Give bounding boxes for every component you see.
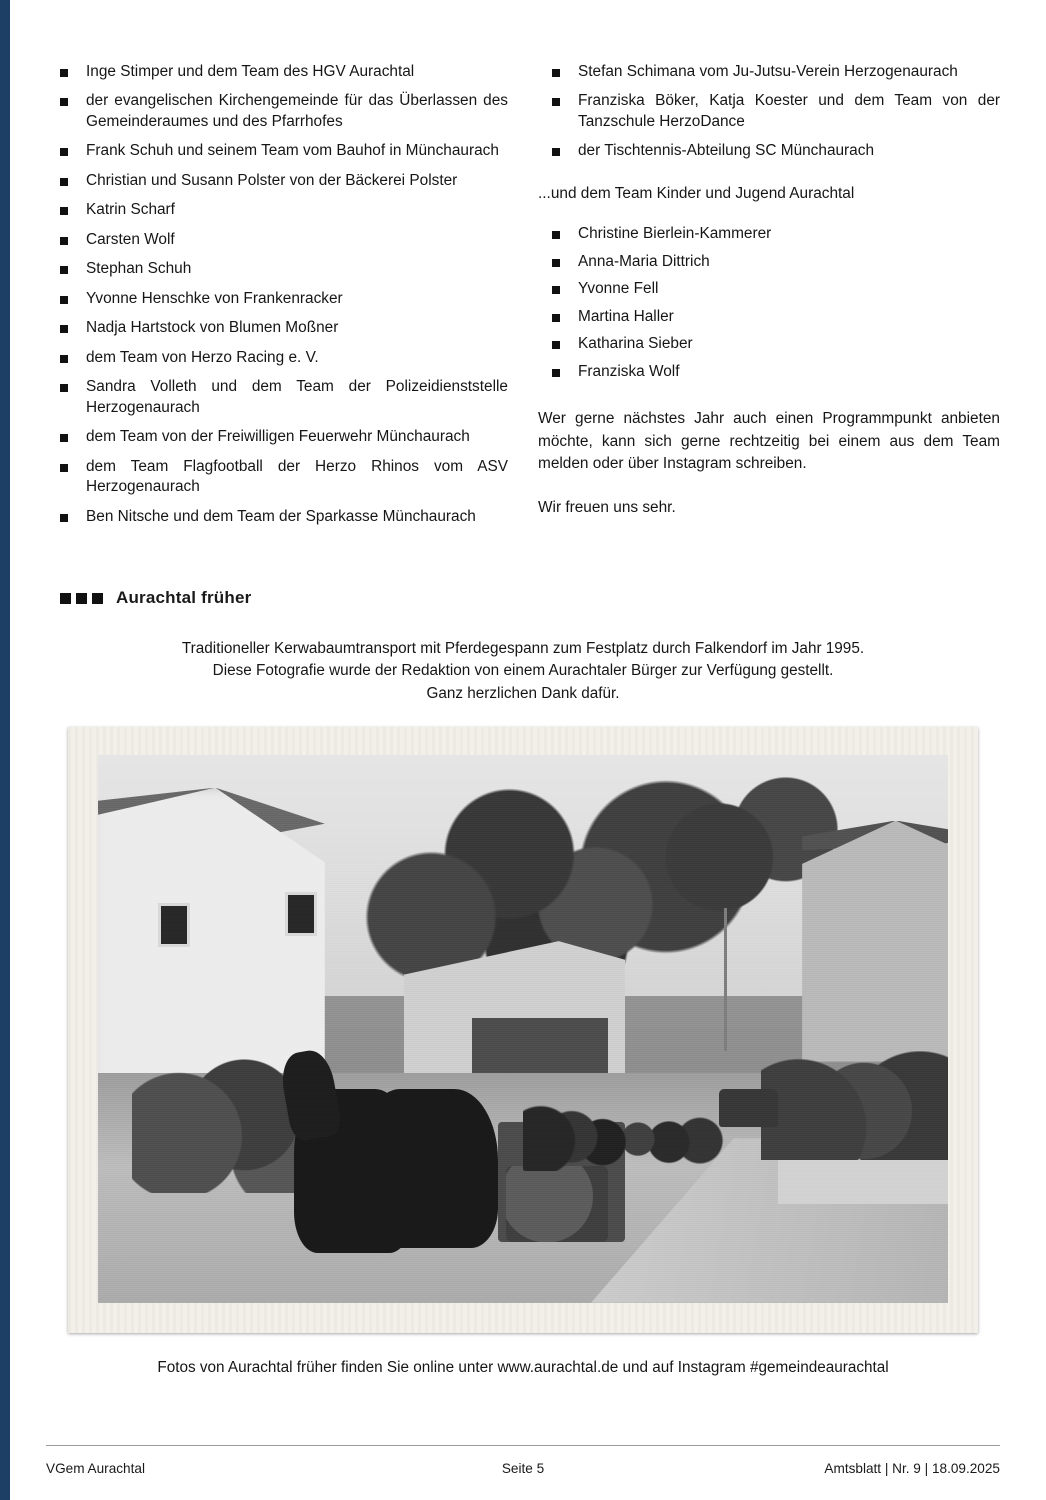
page-footer bbox=[46, 1461, 1000, 1476]
list-item: Katharina Sieber bbox=[538, 334, 1000, 354]
closing-paragraph-2: Wir freuen uns sehr. bbox=[538, 499, 676, 517]
square-bullet-icon bbox=[92, 593, 103, 604]
page-edge-accent bbox=[0, 0, 10, 1500]
list-item: Martina Haller bbox=[538, 307, 1000, 327]
square-bullet-icon bbox=[76, 593, 87, 604]
team-members-list bbox=[538, 224, 1000, 382]
list-item: dem Team Flagfootball der Herzo Rhinos vom ASV Herzogenaurach bbox=[46, 457, 508, 498]
list-item: Inge Stimper und dem Team des HGV Aurachtal bbox=[46, 62, 508, 82]
caption-line: Diese Fotografie wurde der Redaktion von einem Aurachtaler Bürger zur Verfügung gestellt. bbox=[212, 662, 834, 680]
list-item: Christine Bierlein-Kammerer bbox=[538, 224, 1000, 244]
footer-divider bbox=[46, 1445, 1000, 1446]
footer-page-number: Seite 5 bbox=[501, 1461, 545, 1476]
list-item: Franziska Böker, Katja Koester und dem Team von der Tanzschule HerzoDance bbox=[538, 91, 1000, 132]
two-column-layout bbox=[46, 62, 1000, 536]
photo-grain-overlay bbox=[98, 755, 948, 1303]
list-item: Christian und Susann Polster von der Bäckerei Polster bbox=[46, 171, 508, 191]
list-item: dem Team von der Freiwilligen Feuerwehr Münchaurach bbox=[46, 427, 508, 447]
section-heading bbox=[60, 588, 1000, 608]
list-item: Stefan Schimana vom Ju-Jutsu-Verein Herzogenaurach bbox=[538, 62, 1000, 82]
footer-left: VGem Aurachtal bbox=[46, 1461, 145, 1476]
left-thanks-list bbox=[46, 62, 508, 527]
photo-caption-top bbox=[46, 638, 1000, 705]
list-item: Carsten Wolf bbox=[46, 230, 508, 250]
list-item: Anna-Maria Dittrich bbox=[538, 252, 1000, 272]
right-column bbox=[538, 62, 1000, 536]
photo-caption-bottom: Fotos von Aurachtal früher finden Sie online unter www.aurachtal.de und auf Instagram #gemeindeaurachtal bbox=[157, 1358, 889, 1376]
list-item: Katrin Scharf bbox=[46, 200, 508, 220]
list-item: Franziska Wolf bbox=[538, 362, 1000, 382]
team-note: ...und dem Team Kinder und Jugend Aurachtal bbox=[538, 184, 855, 202]
left-column bbox=[46, 62, 508, 536]
photo-figure bbox=[68, 727, 978, 1333]
right-thanks-list bbox=[538, 62, 1000, 162]
list-item: Yvonne Henschke von Frankenracker bbox=[46, 289, 508, 309]
historic-photo bbox=[98, 755, 948, 1303]
list-item: Sandra Volleth und dem Team der Polizeidienststelle Herzogenaurach bbox=[46, 377, 508, 418]
page-title: Aurachtal früher bbox=[116, 588, 252, 608]
list-item: Frank Schuh und seinem Team vom Bauhof in Münchaurach bbox=[46, 141, 508, 161]
list-item: der evangelischen Kirchengemeinde für das Überlassen des Gemeinderaumes und des Pfarrhofes bbox=[46, 91, 508, 132]
caption-line: Ganz herzlichen Dank dafür. bbox=[426, 684, 620, 702]
list-item: Nadja Hartstock von Blumen Moßner bbox=[46, 318, 508, 338]
list-item: Stephan Schuh bbox=[46, 259, 508, 279]
list-item: der Tischtennis-Abteilung SC Münchaurach bbox=[538, 141, 1000, 161]
list-item: dem Team von Herzo Racing e. V. bbox=[46, 348, 508, 368]
list-item: Ben Nitsche und dem Team der Sparkasse Münchaurach bbox=[46, 507, 508, 527]
list-item: Yvonne Fell bbox=[538, 279, 1000, 299]
page-content bbox=[46, 62, 1000, 1377]
footer-right: Amtsblatt | Nr. 9 | 18.09.2025 bbox=[824, 1461, 1000, 1476]
caption-line: Traditioneller Kerwabaumtransport mit Pferdegespann zum Festplatz durch Falkendorf im Jahr 1995. bbox=[181, 640, 865, 658]
closing-paragraph-1: Wer gerne nächstes Jahr auch einen Programmpunkt anbieten möchte, kann sich gerne rechtzeitig bei einem aus dem Team melden oder über Instagram schreiben. bbox=[538, 410, 1000, 472]
photo-paper-border bbox=[68, 727, 978, 1333]
square-bullet-icon bbox=[60, 593, 71, 604]
